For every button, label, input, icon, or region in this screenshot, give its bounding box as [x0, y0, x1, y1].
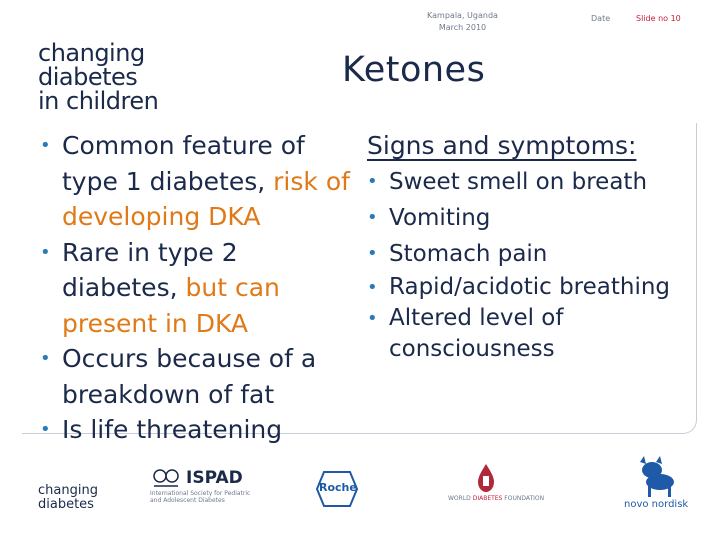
apis-bull-icon: [640, 456, 674, 497]
logo-line-2: diabetes: [38, 63, 138, 91]
cdic-line-1: changing: [38, 483, 98, 498]
bullet-icon: •: [367, 206, 378, 228]
novo-nordisk-logo: [624, 456, 689, 514]
bullet-icon: •: [40, 419, 51, 440]
ispad-logo: [150, 466, 300, 506]
bullet-icon: •: [367, 276, 378, 298]
world-diabetes-foundation-logo: [448, 462, 545, 504]
list-item: [367, 272, 697, 303]
logo-line-3: in children: [38, 87, 159, 115]
roche-logo: [316, 471, 358, 507]
bullet-icon: •: [40, 348, 51, 369]
ispad-subtitle-1: International Society for Pediatric: [150, 490, 251, 497]
bullet-text: Stomach pain: [389, 240, 548, 267]
ispad-subtitle-2: and Adolescent Diabetes: [150, 497, 225, 504]
changing-diabetes-logo: [38, 41, 158, 113]
bullet-icon: •: [40, 135, 51, 156]
bullet-icon: •: [367, 170, 378, 192]
left-bullet-list: [40, 128, 360, 448]
bullet-highlight: risk of developing DKA: [62, 166, 350, 231]
bullet-icon: •: [40, 241, 51, 263]
wdf-text: [448, 495, 544, 502]
list-item: [367, 200, 697, 236]
date-label: Date: [591, 14, 611, 23]
bullet-text: Altered level of consciousness: [389, 304, 564, 362]
bullet-text: Is life threatening: [62, 415, 283, 444]
list-item: [40, 235, 360, 342]
slide-title: Ketones: [342, 50, 486, 90]
changing-diabetes-footer-logo: [38, 484, 98, 512]
signs-and-symptoms: [367, 128, 697, 365]
logo-line-1: changing: [38, 39, 145, 67]
list-item: [40, 341, 360, 412]
list-item: [367, 303, 697, 365]
bullet-highlight: but can present in DKA: [62, 273, 280, 338]
wdf-prefix: WORLD: [448, 495, 473, 502]
month-text: March 2010: [438, 23, 487, 32]
slide-number: Slide no 10: [636, 14, 681, 23]
wdf-suffix: FOUNDATION: [502, 495, 545, 502]
bullet-text: Rapid/acidotic breathing: [389, 273, 671, 300]
wdf-highlight: DIABETES: [472, 495, 503, 502]
list-item: [40, 412, 360, 448]
list-item: [367, 164, 697, 200]
bullet-text: Occurs because of a breakdown of fat: [62, 344, 317, 409]
wdf-drop-icon: [478, 464, 494, 492]
list-item: [40, 128, 360, 235]
ispad-emblem-icon: [154, 470, 178, 486]
header-location: [410, 10, 515, 34]
bullet-icon: •: [367, 242, 378, 264]
bullet-text: Sweet smell on breath: [389, 168, 648, 195]
ispad-name: ISPAD: [186, 468, 243, 488]
bullet-text: Common feature of type 1 diabetes,: [62, 131, 305, 196]
bullet-text: Rare in type 2 diabetes,: [62, 237, 238, 302]
roche-text: Roche: [319, 481, 357, 494]
list-item: [367, 236, 697, 272]
bullet-text: Vomiting: [389, 204, 491, 231]
location-text: Kampala, Uganda: [427, 11, 498, 20]
signs-heading: Signs and symptoms:: [367, 131, 637, 160]
cdic-line-2: diabetes: [38, 497, 94, 512]
bullet-icon: •: [367, 307, 378, 329]
novo-text: novo nordisk: [624, 499, 689, 510]
